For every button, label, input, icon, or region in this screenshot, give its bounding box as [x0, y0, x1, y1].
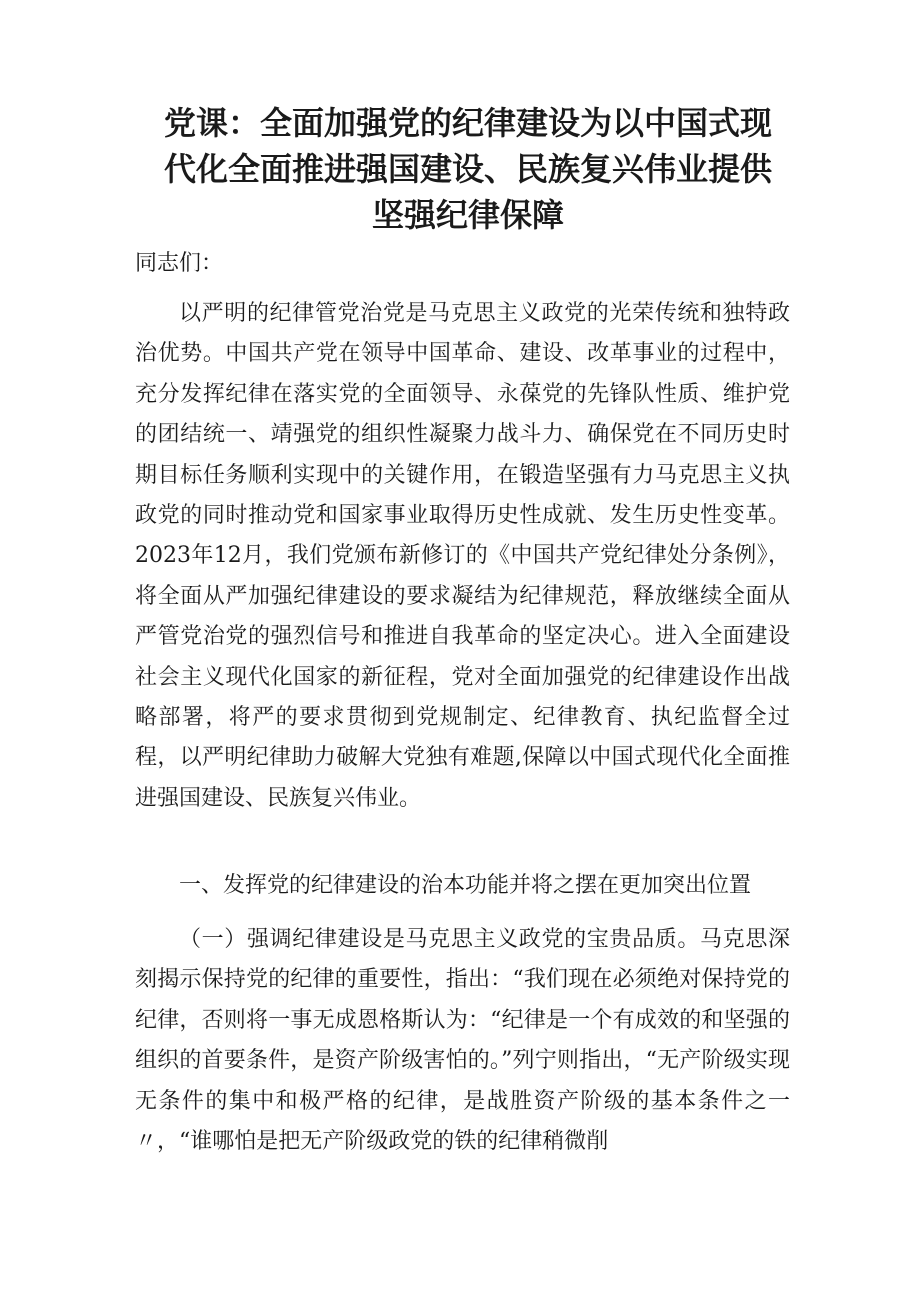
body-paragraph-intro: 以严明的纪律管党治党是马克思主义政党的光荣传统和独特政治优势。中国共产党在领导中国革命、建设、改革事业的过程中，充分发挥纪律在落实党的全面领导、永葆党的先锋队性质、维护党的团结统一、靖强党的组织性凝聚力战斗力、确保党在不同历史时期目标任务顺利实现中的关键作用，在锻造坚强有力马克思主义执政党的同时推动党和国家事业取得历史性成就、发生历史性变革。2023年12月，我们党颁布新修订的《中国共产党纪律处分条例》，将全面从严加强纪律建设的要求凝结为纪律规范，释放继续全面从严管党治党的强烈信号和推进自我革命的坚定决心。进入全面建设社会主义现代化国家的新征程，党对全面加强党的纪律建设作出战略部署，将严的要求贯彻到党规制定、纪律教育、执纪监督全过程，以严明纪律助力破解大党独有难题,保障以中国式现代化全面推进强国建设、民族复兴伟业。 [135, 301, 790, 811]
salutation: 同志们： [135, 251, 224, 276]
section-heading-1: 一、发挥党的纪律建设的治本功能并将之摆在更加突出位置 [179, 873, 752, 898]
body-paragraph-1-1: （一）强调纪律建设是马克思主义政党的宝贵品质。马克思深刻揭示保持党的纪律的重要性，指出：“我们现在必须绝对保持党的纪律，否则将一事无成恩格斯认为：“纪律是一个有成效的和坚强的组织的首要条件，是资产阶级害怕的。”列宁则指出，“无产阶级实现无条件的集中和极严格的纪律，是战胜资产阶级的基本条件之一〃，“谁哪怕是把无产阶级政党的铁的纪律稍微削 [135, 927, 790, 1155]
document-title: 党课：全面加强党的纪律建设为以中国式现代化全面推进强国建设、民族复兴伟业提供坚强纪律保障 [163, 104, 772, 234]
